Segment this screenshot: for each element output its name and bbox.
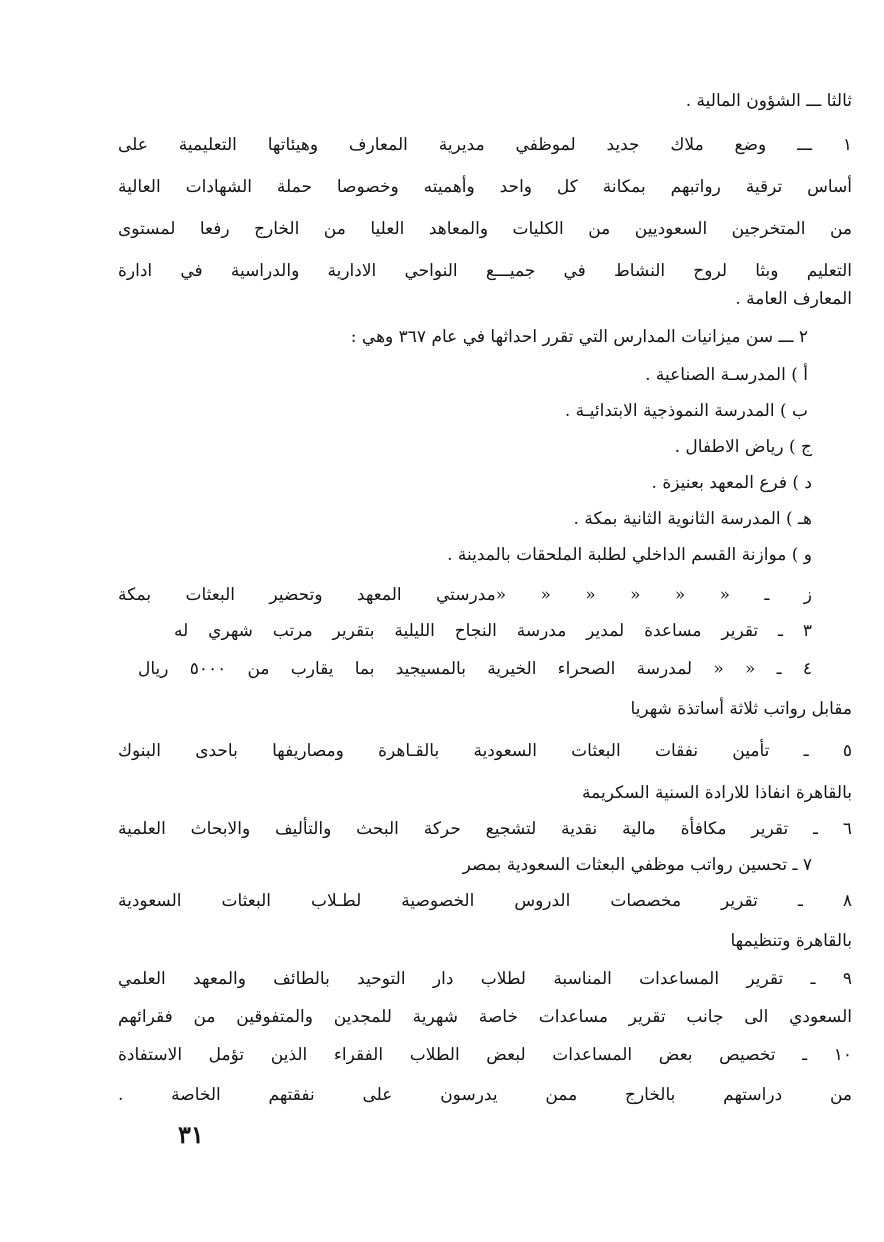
- text-line: ١ ـــ وضع ملاك جديد لموظفي مديرية المعارف وهيئاتها التعليمية على: [118, 135, 852, 155]
- text-line: السعودي الى جانب تقرير مساعدات خاصة شهرية للمجدين والمتفوقين من فقرائهم: [118, 1007, 852, 1027]
- text-line: ٥ ـ تأمين نفقات البعثات السعودية بالقـاهرة ومصاريفها باحدى البنوك: [118, 741, 852, 761]
- list-item: أ ) المدرسـة الصناعية .: [645, 365, 808, 385]
- page-number: ٣١: [178, 1120, 204, 1149]
- list-item: هـ ) المدرسة الثانوية الثانية بمكة .: [573, 509, 812, 529]
- section-heading: ثالثا ـــ الشؤون المالية .: [685, 91, 852, 111]
- text-line: من المتخرجين السعوديين من الكليات والمعاهد العليا من الخارج رفعا لمستوى: [118, 219, 852, 239]
- text-line: مقابل رواتب ثلاثة أساتذة شهريا: [630, 699, 852, 719]
- list-item: ز ـ « « « « « «مدرستي المعهد وتحضير البعثات بمكة: [118, 585, 812, 605]
- text-line: ٧ ـ تحسين رواتب موظفي البعثات السعودية بمصر: [462, 855, 812, 875]
- list-item: و ) موازنة القسم الداخلي لطلبة الملحقات بالمدينة .: [447, 545, 812, 565]
- text-line: ٨ ـ تقرير مخصصات الدروس الخصوصية لطـلاب البعثات السعودية: [118, 891, 852, 911]
- text-line: ٣ ـ تقرير مساعدة لمدير مدرسة النجاح الليلية بتقرير مرتب شهري له: [174, 621, 812, 641]
- text-line: من دراستهم بالخارج ممن يدرسون على نفقتهم الخاصة .: [118, 1085, 852, 1105]
- text-line: المعارف العامة .: [735, 289, 852, 309]
- list-item: ج ) رياض الاطفال .: [674, 437, 812, 457]
- text-line: ٦ ـ تقرير مكافأة مالية نقدية لتشجيع حركة البحث والتأليف والابحاث العلمية: [118, 819, 852, 839]
- text-line: التعليم وبثا لروح النشاط في جميـــع النواحي الادارية والدراسية في ادارة: [118, 261, 852, 281]
- list-item: ب ) المدرسة النموذجية الابتدائيـة .: [564, 401, 808, 421]
- text-line: ٢ ـــ سن ميزانيات المدارس التي تقرر احداثها في عام ٣٦٧ وهي :: [350, 327, 808, 347]
- text-line: ٩ ـ تقرير المساعدات المناسبة لطلاب دار التوحيد بالطائف والمعهد العلمي: [118, 969, 852, 989]
- list-item: د ) فرع المعهد بعنيزة .: [651, 473, 812, 493]
- text-line: بالقاهرة وتنظيمها: [730, 931, 852, 951]
- text-line: ١٠ ـ تخصيص بعض المساعدات لبعض الطلاب الفقراء الذين تؤمل الاستفادة: [118, 1045, 852, 1065]
- text-line: بالقاهرة انفاذا للارادة السنية السكريمة: [582, 783, 852, 803]
- text-line: ٤ ـ « « لمدرسة الصحراء الخيرية بالمسيجيد بما يقارب من ٥٠٠٠ ريال: [138, 659, 812, 679]
- text-line: أساس ترقية رواتبهم بمكانة كل واحد وأهميته وخصوصا حملة الشهادات العالية: [118, 177, 852, 197]
